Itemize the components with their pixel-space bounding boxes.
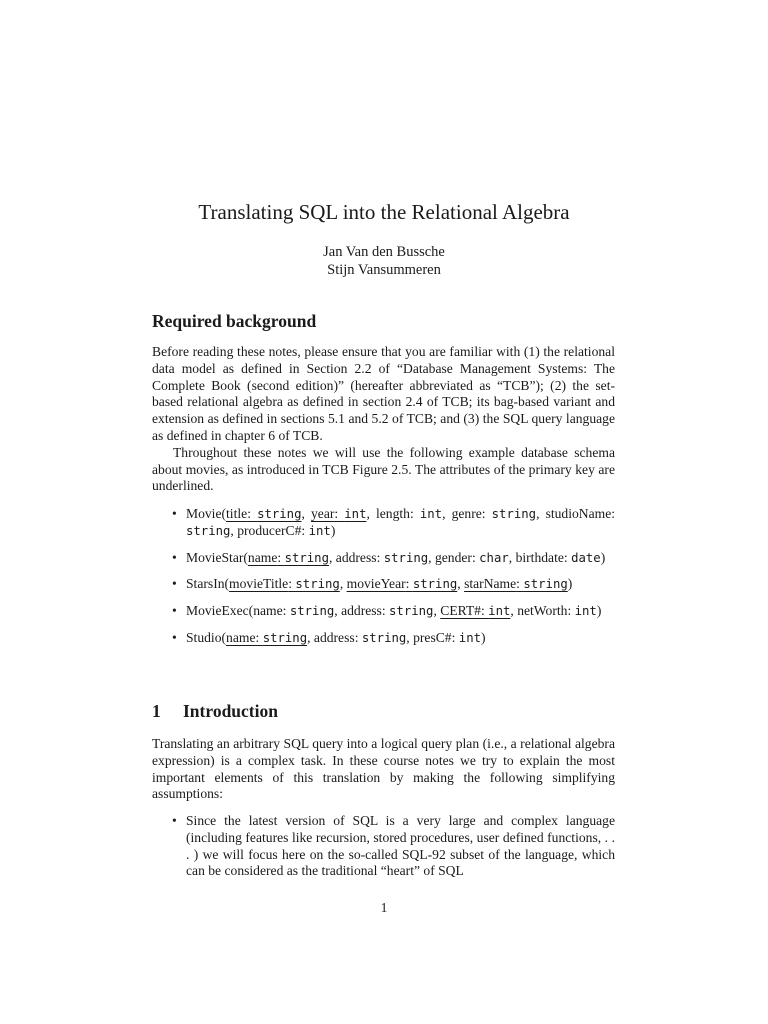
introduction-body	[152, 736, 615, 803]
attribute: year: int	[310, 506, 367, 521]
attribute: genre: string	[451, 506, 537, 521]
attribute-type: string	[412, 577, 458, 592]
attribute: netWorth: int	[517, 603, 597, 619]
attribute-type: int	[458, 630, 482, 645]
attribute: name: string	[226, 629, 308, 645]
attribute-name: gender	[434, 549, 472, 565]
attribute-name: studioName	[545, 506, 612, 521]
attribute: studioName: string	[186, 506, 616, 538]
attribute-name: name	[226, 629, 256, 645]
attribute: gender: char	[434, 549, 509, 565]
attribute: producerC#: int	[237, 522, 331, 538]
attribute-type: string	[284, 550, 329, 565]
attribute: title: string	[226, 506, 302, 521]
attribute: name: string	[253, 603, 335, 619]
document-title: Translating SQL into the Relational Algebra	[198, 200, 570, 224]
attribute-name: producerC#	[237, 522, 302, 538]
list-item	[152, 813, 615, 880]
list-item-text: Since the latest version of SQL is a very large and complex language (including features like recursion, stored procedures, user defined functions, . . . ) we will focus here on the so-called SQL-92 subset of the language, which can be considered as the traditional “heart” of SQL	[186, 813, 615, 879]
attribute-name: netWorth	[517, 603, 568, 619]
schema-item-movieexec: • MovieExec(name: string, address: string, CERT#: int, netWorth: int)	[172, 603, 602, 619]
attribute-type: string	[295, 577, 340, 592]
author-name: Stijn Vansummeren	[327, 262, 441, 278]
attribute-name: address	[335, 549, 377, 565]
section-number: 1	[152, 701, 161, 721]
attribute-name: movieTitle	[229, 576, 289, 592]
attribute-name: title	[226, 506, 248, 521]
attribute-name: movieYear	[346, 576, 406, 592]
attribute: starName: string	[464, 576, 568, 592]
attribute-name: birthdate	[515, 549, 564, 565]
attribute-type: date	[571, 550, 601, 565]
attribute-type: string	[361, 630, 407, 645]
author-name: Jan Van den Bussche	[323, 244, 445, 260]
relation-name: Movie	[186, 506, 222, 521]
attribute: movieTitle: string	[229, 576, 340, 592]
attribute-type: string	[186, 523, 231, 538]
attribute-name: year	[310, 506, 335, 521]
attribute: movieYear: string	[346, 576, 458, 592]
paragraph: Throughout these notes we will use the following example database schema about movies, as introduced in TCB Figure 2.5. The attributes of the primary key are underlined.	[152, 444, 615, 494]
section-title: Introduction	[183, 701, 278, 721]
schema-item-moviestar: • MovieStar(name: string, address: string, gender: char, birthdate: date)	[172, 549, 606, 565]
attribute: presC#: int	[413, 629, 482, 645]
attribute-name: address	[341, 603, 382, 619]
attribute-type: int	[574, 604, 597, 619]
attribute: name: string	[247, 549, 329, 565]
author-list	[0, 243, 768, 279]
attribute-name: starName	[464, 576, 517, 592]
attribute-type: int	[344, 507, 367, 521]
schema-item-starsin: • StarsIn(movieTitle: string, movieYear: string, starName: string)	[172, 576, 573, 592]
relation-name: Studio	[186, 629, 222, 645]
attribute-type: int	[419, 507, 443, 521]
attribute: birthdate: date	[515, 549, 601, 565]
attribute-type: string	[262, 630, 308, 645]
bullet-icon: •	[172, 813, 177, 828]
attribute-type: string	[389, 604, 434, 619]
bullet-icon: •	[172, 629, 177, 645]
schema-list	[152, 506, 615, 657]
relation-name: MovieStar	[186, 549, 244, 565]
page-number: 1	[380, 900, 388, 915]
relation-name: StarsIn	[186, 576, 225, 592]
schema-item-studio: • Studio(name: string, address: string, presC#: int)	[172, 629, 486, 645]
bullet-icon: •	[172, 576, 177, 592]
attribute-type: string	[523, 577, 568, 592]
paragraph: Before reading these notes, please ensure that you are familiar with (1) the relational data model as defined in Section 2.2 of “Database Management Systems: The Complete Book (second edition)” (hereafter abbreviated as “TCB”); (2) the set-based relational algebra as defined in section 2.4 of TCB; its bag-based variant and extension as defined in sections 5.1 and 5.2 of TCB; and (3) the SQL query language as defined in chapter 6 of TCB.	[152, 344, 615, 443]
attribute-type: string	[383, 550, 429, 565]
attribute-type: string	[289, 604, 335, 619]
attribute-name: address	[313, 629, 355, 645]
attribute-name: length	[375, 506, 410, 521]
attribute-type: int	[308, 523, 331, 538]
attribute: address: string	[341, 603, 434, 619]
relation-name: MovieExec	[186, 603, 249, 619]
attribute-type: int	[488, 604, 511, 619]
bullet-icon: •	[172, 603, 177, 619]
assumption-list	[152, 813, 615, 890]
attribute-name: name	[253, 603, 283, 619]
attribute-type: string	[491, 507, 537, 521]
bullet-icon: •	[172, 549, 177, 565]
attribute-name: presC#	[413, 629, 452, 645]
attribute-name: name	[247, 549, 278, 565]
schema-item-movie: • Movie(title: string, year: int, length: int, genre: string, studioName: string, producerC#: int)	[172, 506, 616, 538]
attribute: address: string	[335, 549, 429, 565]
attribute: address: string	[313, 629, 407, 645]
attribute: length: int	[375, 506, 443, 521]
required-background-body	[152, 344, 615, 495]
attribute-type: string	[257, 507, 302, 521]
attribute-name: CERT#	[440, 603, 481, 619]
section-heading-required-background: Required background	[152, 311, 317, 331]
section-heading-introduction	[152, 701, 278, 722]
attribute: CERT#: int	[440, 603, 511, 619]
bullet-icon: •	[172, 506, 177, 521]
attribute-name: genre	[451, 506, 482, 521]
paragraph: Translating an arbitrary SQL query into a logical query plan (i.e., a relational algebra expression) is a complex task. In these course notes we try to explain the most important elements of this translation by making the following simplifying assumptions:	[152, 736, 615, 802]
attribute-type: char	[479, 550, 509, 565]
